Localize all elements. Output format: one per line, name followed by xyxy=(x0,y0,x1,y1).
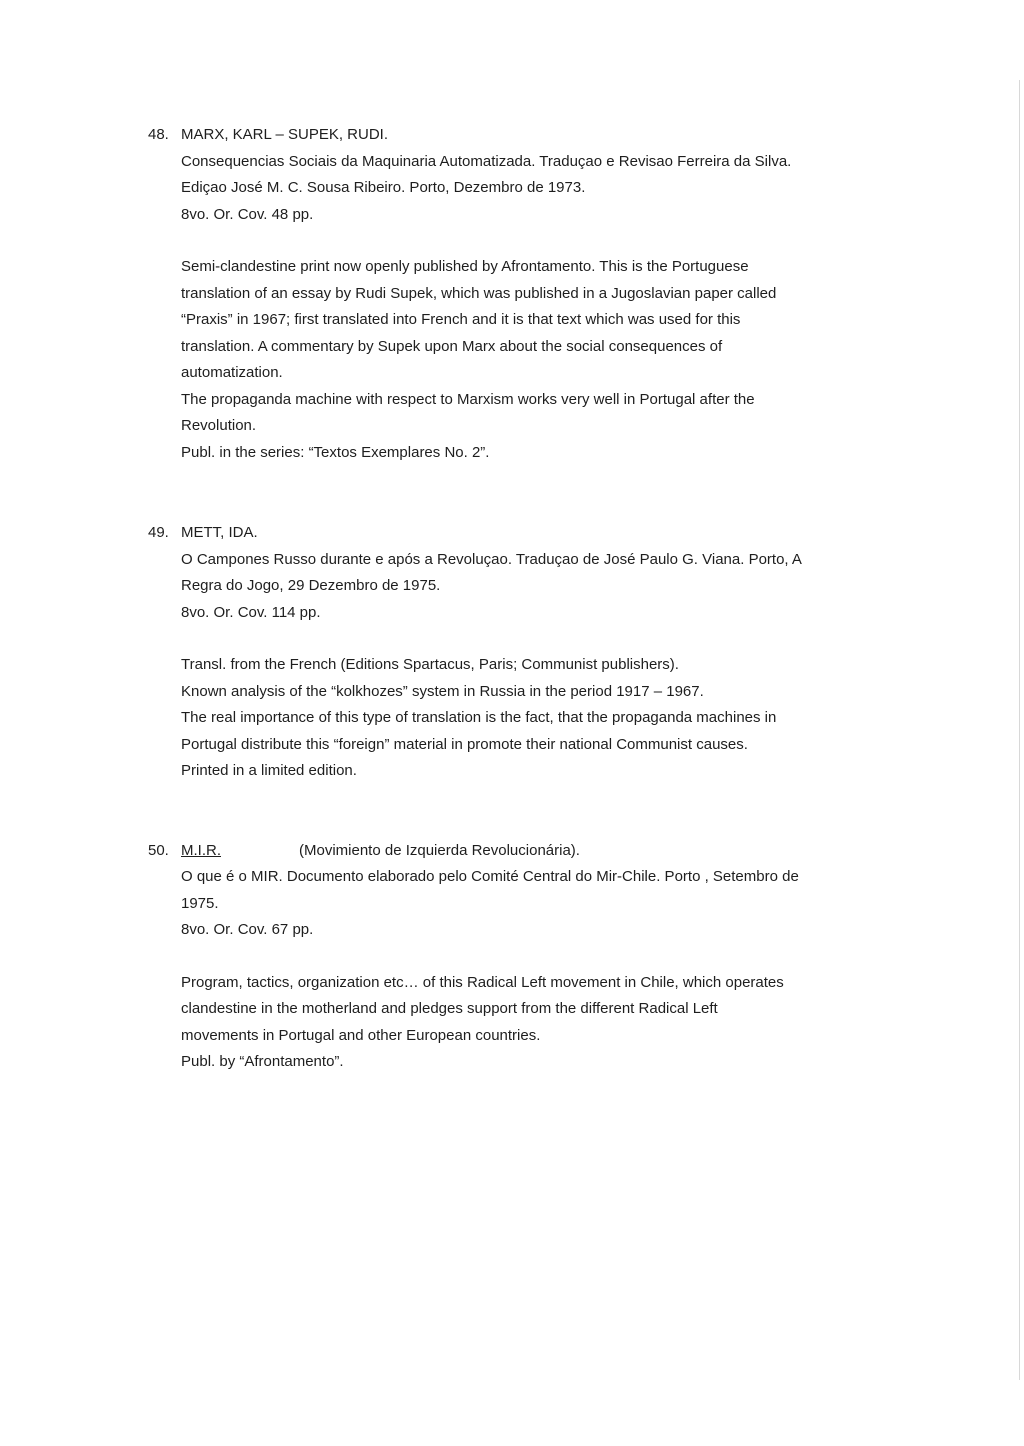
note-line: Revolution. xyxy=(181,417,257,434)
note-line: Publ. in the series: “Textos Exemplares No. 2”. xyxy=(181,443,490,461)
note-line: Transl. from the French (Editions Spartacus, Paris; Communist publishers). xyxy=(181,656,679,673)
note-line: The propaganda machine with respect to Marxism works very well in Portugal after the xyxy=(181,390,755,408)
entry-body xyxy=(181,838,901,1076)
biblio-line: 8vo. Or. Cov. 67 pp. xyxy=(181,921,314,938)
entry-body xyxy=(181,122,901,466)
entry-number: 48. xyxy=(148,126,169,143)
note-line: Printed in a limited edition. xyxy=(181,762,357,779)
note-line: Semi-clandestine print now openly published by Afrontamento. This is the Portuguese xyxy=(181,258,749,275)
note-line: clandestine in the motherland and pledges support from the different Radical Left xyxy=(181,1000,718,1017)
note-line: movements in Portugal and other European countries. xyxy=(181,1026,541,1044)
note-line: “Praxis” in 1967; first translated into French and it is that text which was used for this xyxy=(181,311,741,328)
biblio-line: 8vo. Or. Cov. 48 pp. xyxy=(181,205,314,223)
page-edge-shadow xyxy=(1019,80,1020,1380)
note-line: translation of an essay by Rudi Supek, which was published in a Jugoslavian paper called xyxy=(181,284,777,302)
entry-author: M.I.R. xyxy=(181,842,221,859)
biblio-line: O Campones Russo durante e após a Revoluçao. Traduçao de José Paulo G. Viana. Porto, A xyxy=(181,550,802,568)
entry-author-aside: (Movimiento de Izquierda Revolucionária). xyxy=(299,842,580,859)
note-line: automatization. xyxy=(181,364,283,381)
biblio-line: O que é o MIR. Documento elaborado pelo Comité Central do Mir-Chile. Porto , Setembro de xyxy=(181,868,799,885)
note-line: Program, tactics, organization etc… of this Radical Left movement in Chile, which operates xyxy=(181,973,784,991)
note-line: Publ. by “Afrontamento”. xyxy=(181,1053,344,1070)
biblio-line: Regra do Jogo, 29 Dezembro de 1975. xyxy=(181,577,441,594)
entry-author: MARX, KARL – SUPEK, RUDI. xyxy=(181,126,388,143)
note-line: Portugal distribute this “foreign” material in promote their national Communist causes. xyxy=(181,735,748,753)
note-line: The real importance of this type of translation is the fact, that the propaganda machines in xyxy=(181,709,777,726)
biblio-line: Ediçao José M. C. Sousa Ribeiro. Porto, Dezembro de 1973. xyxy=(181,179,586,196)
entry-number: 49. xyxy=(148,524,169,541)
biblio-line: 8vo. Or. Cov. 114 pp. xyxy=(181,603,321,621)
entry-author: METT, IDA. xyxy=(181,524,258,541)
biblio-line: 1975. xyxy=(181,894,219,912)
entry-heading xyxy=(181,838,901,864)
entry-body xyxy=(181,520,901,785)
note-line: translation. A commentary by Supek upon Marx about the social consequences of xyxy=(181,337,723,355)
biblio-line: Consequencias Sociais da Maquinaria Automatizada. Traduçao e Revisao Ferreira da Silva. xyxy=(181,152,792,170)
note-line: Known analysis of the “kolkhozes” system in Russia in the period 1917 – 1967. xyxy=(181,682,704,700)
entry-number: 50. xyxy=(148,842,169,859)
